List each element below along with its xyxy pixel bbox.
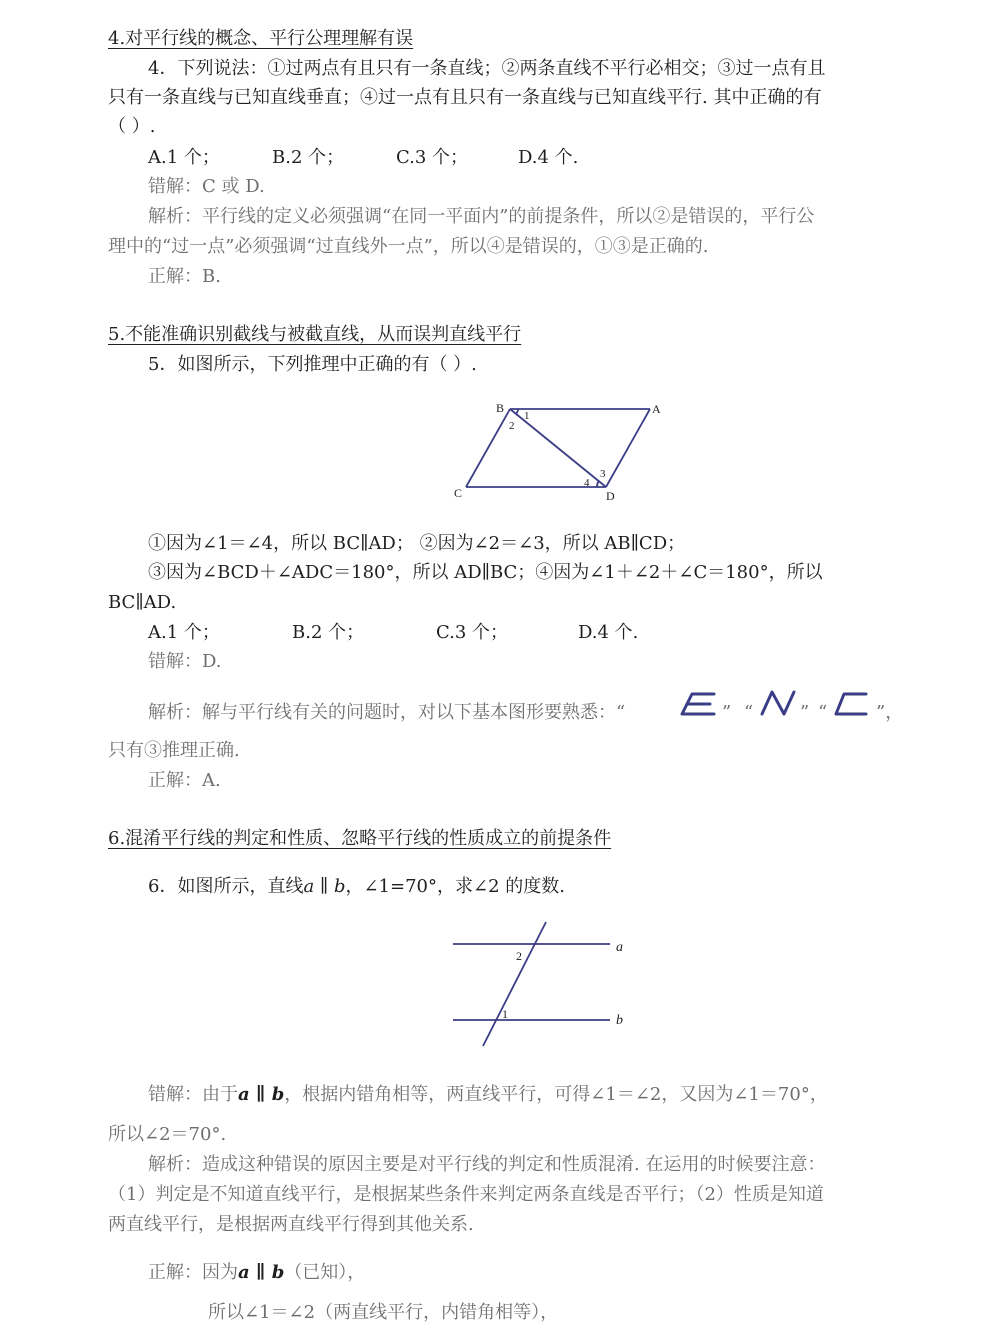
question-4-line-1: 4．下列说法：①过两点有且只有一条直线；②两条直线不平行必相交；③过一点有且: [148, 58, 826, 79]
analysis-6-line-1: 解析：造成这种错误的原因主要是对平行线的判定和性质混淆. 在运用的时候要注意：: [148, 1154, 826, 1175]
label-line-b: b: [616, 1013, 623, 1028]
wrong-answer-6-line-2: 所以∠2＝70°.: [108, 1124, 227, 1145]
basic-shape-c-icon: [832, 690, 874, 718]
quote-close-2: ”: [800, 702, 810, 723]
question-4-line-2: 只有一条直线与已知直线垂直；④过一点有且只有一条直线与已知直线平行. 其中正确的有: [108, 87, 822, 108]
analysis-6-line-2: （1）判定是不知道直线平行，是根据某些条件来判定两条直线是否平行；（2）性质是知道: [108, 1184, 824, 1205]
label-c: C: [454, 486, 463, 500]
label-d: D: [606, 489, 615, 503]
statement-line-2: ③因为∠BCD＋∠ADC＝180°，所以 AD∥BC；④因为∠1＋∠2＋∠C＝180°，所以: [148, 562, 823, 583]
option-b: B.2 个；: [292, 622, 365, 643]
question-5: 5．如图所示，下列推理中正确的有（ ）.: [148, 354, 477, 375]
figure-parallel-lines: [450, 920, 640, 1050]
statement-line-3: BC∥AD.: [108, 592, 177, 613]
label-line-a: a: [616, 940, 623, 955]
analysis-5-line-2: 只有③推理正确.: [108, 740, 240, 761]
question-4-line-3: （ ）.: [108, 116, 156, 137]
label-angle-2: 2: [509, 420, 515, 432]
option-c: C.3 个；: [396, 147, 469, 168]
basic-shape-z-icon: [758, 688, 800, 718]
option-c: C.3 个；: [436, 622, 509, 643]
statement-line-1: ①因为∠1＝∠4，所以 BC∥AD； ②因为∠2＝∠3，所以 AB∥CD；: [148, 533, 686, 554]
right-answer-6-line-2: 所以∠1＝∠2（两直线平行，内错角相等），: [208, 1302, 559, 1323]
section-4-heading: 4.对平行线的概念、平行公理理解有误: [108, 28, 414, 49]
segment-ad: [606, 409, 650, 487]
option-b: B.2 个；: [272, 147, 345, 168]
option-a: A.1 个；: [148, 147, 220, 168]
label-b: B: [496, 401, 505, 415]
quote-close-3: ”，: [876, 702, 904, 723]
question-6: 6．如图所示，直线a ∥ b，∠1=70°，求∠2 的度数.: [148, 876, 565, 897]
analysis-4-line-2: 理中的“过一点”必须强调“过直线外一点”，所以④是错误的，①③是正确的.: [108, 236, 709, 257]
analysis-5-line-1: 解析：解与平行线有关的问题时，对以下基本图形要熟悉：“: [148, 702, 626, 723]
right-answer-4: 正解：B.: [148, 266, 221, 287]
label-angle-3: 3: [600, 468, 606, 480]
wrong-answer-6-line-1: 错解：由于a ∥ b，根据内错角相等，两直线平行，可得∠1＝∠2，又因为∠1＝70°，: [148, 1084, 828, 1105]
section-6-heading: 6.混淆平行线的判定和性质、忽略平行线的性质成立的前提条件: [108, 828, 612, 849]
wrong-answer-5: 错解：D.: [148, 651, 222, 672]
transversal-line: [483, 922, 546, 1046]
option-d: D.4 个.: [518, 147, 579, 168]
segment-bc: [466, 409, 510, 487]
analysis-4-line-1: 解析：平行线的定义必须强调“在同一平面内”的前提条件，所以②是错误的，平行公: [148, 206, 815, 227]
option-d: D.4 个.: [578, 622, 639, 643]
label-a: A: [652, 402, 661, 416]
figure-parallelogram: [440, 395, 680, 505]
basic-shape-f-icon: [678, 690, 720, 718]
analysis-6-line-3: 两直线平行，是根据两直线平行得到其他关系.: [108, 1214, 474, 1235]
label-angle-1: 1: [502, 1007, 508, 1021]
label-angle-2: 2: [516, 949, 522, 963]
wrong-answer-4: 错解：C 或 D.: [148, 176, 265, 197]
quote-open-2: “: [744, 702, 754, 723]
label-angle-4: 4: [584, 477, 590, 489]
right-answer-6-line-1: 正解：因为a ∥ b（已知），: [148, 1262, 366, 1283]
option-a: A.1 个；: [148, 622, 220, 643]
quote-open-3: “: [818, 702, 828, 723]
section-5-heading: 5.不能准确识别截线与被截直线，从而误判直线平行: [108, 324, 522, 345]
quote-close-1: ”: [722, 702, 732, 723]
right-answer-5: 正解：A.: [148, 770, 221, 791]
label-angle-1: 1: [524, 410, 530, 422]
